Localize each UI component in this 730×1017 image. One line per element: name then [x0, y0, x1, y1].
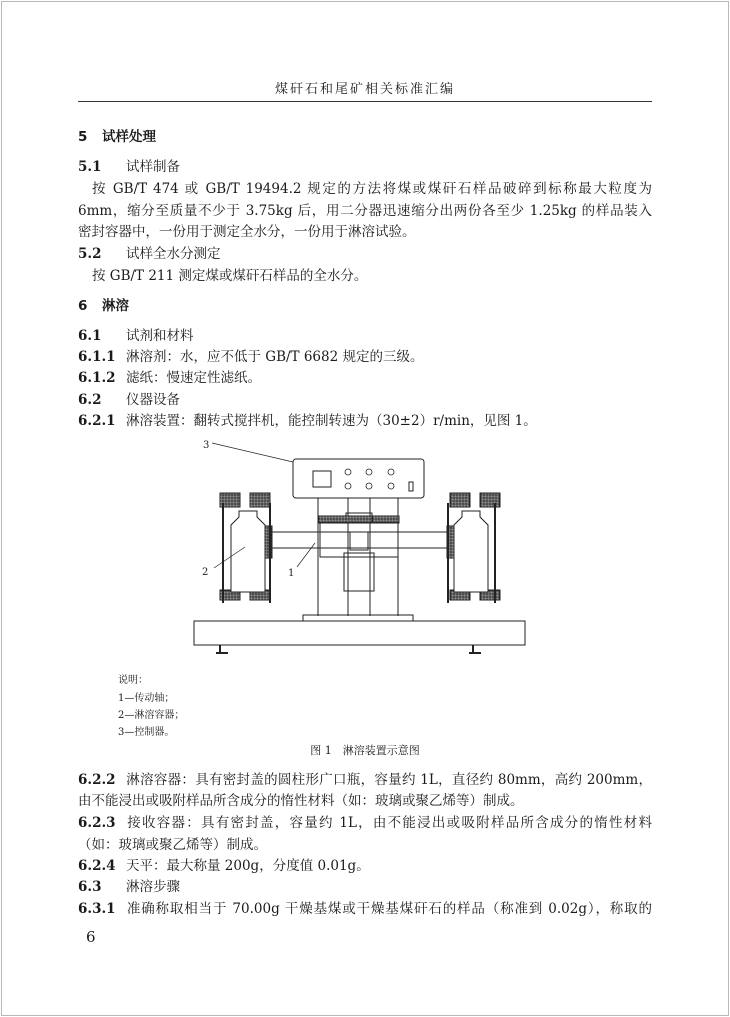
section-5-heading: 5 试样处理 — [78, 129, 156, 145]
header-rule — [78, 101, 652, 102]
paragraph-line: （如：玻璃或聚乙烯等）制成。 — [78, 837, 267, 853]
paragraph-line: 6mm，缩分至质量不少于 3.75kg 后，用二分器迅速缩分出两份各至少 1.25kg 的样品装入 — [78, 203, 652, 219]
drive-shaft — [272, 532, 447, 548]
running-header: 煤矸石和尾矿相关标准汇编 — [274, 82, 455, 97]
page-number: 6 — [86, 928, 96, 946]
paragraph-line: 由不能浸出或吸附样品所含成分的惰性材料（如：玻璃或聚乙烯等）制成。 — [78, 793, 524, 809]
section-6-heading: 6 淋溶 — [78, 298, 129, 314]
section-6-2-heading: 6.2 仪器设备 — [78, 392, 180, 408]
figure-legend-title: 说明： — [118, 675, 148, 686]
section-6-1-2: 6.1.2 滤纸：慢速定性滤纸。 — [78, 370, 261, 386]
paragraph-line: 密封容器中，一份用于测定全水分，一份用于淋溶试验。 — [78, 224, 416, 240]
section-6-3-heading: 6.3 淋溶步骤 — [78, 879, 180, 895]
section-5-1-heading: 5.1 试样制备 — [78, 159, 180, 175]
figure-legend-item: 3—控制器。 — [118, 727, 175, 738]
section-6-2-4: 6.2.4 天平：最大称量 200g，分度值 0.01g。 — [78, 858, 370, 874]
figure-label-2: 2 — [202, 567, 209, 578]
section-6-2-3: 6.2.3 接收容器：具有密封盖，容量约 1L，由不能浸出或吸附样品所含成分的惰性材料 — [78, 815, 652, 831]
figure-legend-item: 2—淋溶容器； — [118, 710, 185, 721]
section-6-2-2: 6.2.2 淋溶容器：具有密封盖的圆柱形广口瓶，容量约 1L，直径约 80mm，高约 200mm， — [78, 772, 652, 788]
section-6-1-heading: 6.1 试剂和材料 — [78, 328, 194, 344]
figure-label-3: 3 — [203, 440, 210, 451]
paragraph-line: 按 GB/T 474 或 GB/T 19494.2 规定的方法将煤或煤矸石样品破碎到标称最大粒度为 — [92, 181, 652, 197]
figure-label-1: 1 — [288, 568, 295, 579]
section-6-3-1: 6.3.1 准确称取相当于 70.00g 干燥基煤或干燥基煤矸石的样品（称准到 0.02g），称取的 — [78, 901, 652, 917]
section-6-1-1: 6.1.1 淋溶剂：水，应不低于 GB/T 6682 规定的三级。 — [78, 349, 424, 365]
section-5-2-heading: 5.2 试样全水分测定 — [78, 246, 221, 262]
leaching-apparatus-figure — [190, 435, 530, 667]
paragraph-line: 按 GB/T 211 测定煤或煤矸石样品的全水分。 — [92, 268, 368, 284]
figure-caption: 图 1 淋溶装置示意图 — [310, 744, 420, 757]
left-leaching-bottle — [231, 511, 265, 592]
right-leaching-bottle — [454, 511, 488, 592]
section-6-2-1: 6.2.1 淋溶装置：翻转式搅拌机，能控制转速为（30±2）r/min，见图 1。 — [78, 413, 537, 429]
base-plate — [194, 621, 525, 645]
figure-legend-item: 1—传动轴； — [118, 693, 175, 704]
